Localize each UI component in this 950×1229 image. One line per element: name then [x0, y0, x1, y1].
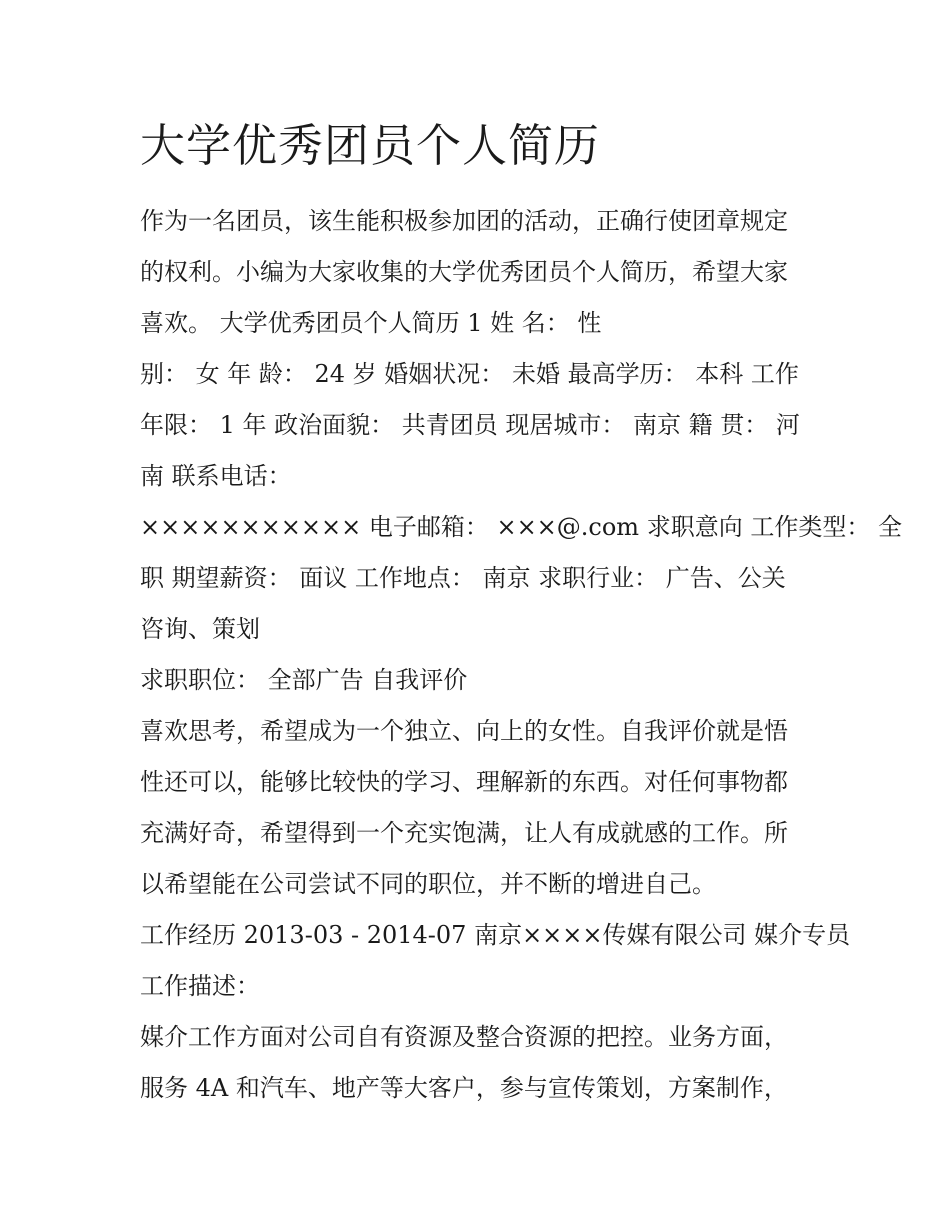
body-line: 职 期望薪资： 面议 工作地点： 南京 求职行业： 广告、公关: [140, 564, 786, 592]
body-line: 以希望能在公司尝试不同的职位，并不断的增进自己。: [140, 870, 716, 898]
body-line: 南 联系电话：: [140, 462, 292, 490]
body-line: 喜欢思考，希望成为一个独立、向上的女性。自我评价就是悟: [140, 717, 788, 745]
body-line: 工作描述：: [140, 972, 260, 1000]
body-line: 服务 4A 和汽车、地产等大客户，参与宣传策划，方案制作，: [140, 1074, 788, 1102]
body-line: 喜欢。 大学优秀团员个人简历 1 姓 名： 性: [140, 309, 602, 337]
body-line: 别： 女 年 龄： 24 岁 婚姻状况： 未婚 最高学历： 本科 工作: [140, 360, 799, 388]
body-line: 的权利。小编为大家收集的大学优秀团员个人简历，希望大家: [140, 258, 788, 286]
body-line: 性还可以，能够比较快的学习、理解新的东西。对任何事物都: [140, 768, 788, 796]
body-line: 年限： 1 年 政治面貌： 共青团员 现居城市： 南京 籍 贯： 河: [140, 411, 800, 439]
body-line: 充满好奇，希望得到一个充实饱满，让人有成就感的工作。所: [140, 819, 788, 847]
document-body: [140, 196, 902, 1114]
body-line: 工作经历 2013-03 - 2014-07 南京××××传媒有限公司 媒介专员: [140, 921, 851, 949]
body-line: 咨询、策划: [140, 615, 260, 643]
document-title: 大学优秀团员个人简历: [140, 119, 601, 172]
body-line: ××××××××××× 电子邮箱： ×××@.com 求职意向 工作类型： 全: [140, 513, 902, 541]
body-line: 求职职位： 全部广告 自我评价: [140, 666, 468, 694]
body-line: 媒介工作方面对公司自有资源及整合资源的把控。业务方面，: [140, 1023, 788, 1051]
body-line: 作为一名团员，该生能积极参加团的活动，正确行使团章规定: [140, 207, 788, 235]
